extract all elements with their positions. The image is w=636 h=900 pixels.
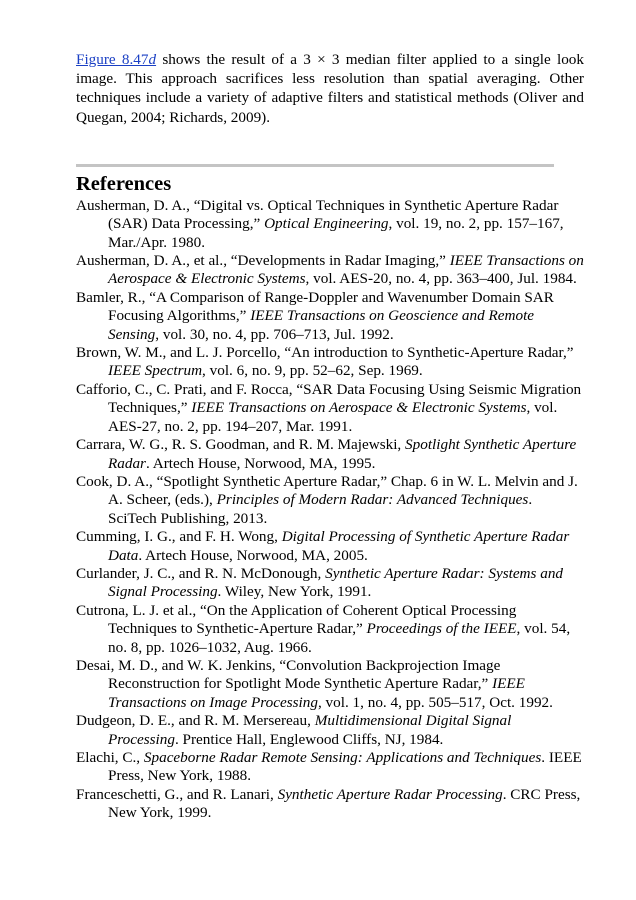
reference-source: IEEE Transactions on Aerospace & Electronic Systems	[108, 252, 584, 288]
reference-details: , vol. 1, no. 4, pp. 505–517, Oct. 1992.	[317, 693, 553, 711]
reference-source: Principles of Modern Radar: Advanced Techniques	[216, 491, 529, 509]
reference-details: , vol. 19, no. 2, pp. 157–167, Mar./Apr. 1980.	[108, 215, 564, 251]
reference-details: . CRC Press, New York, 1999.	[108, 785, 581, 822]
reference-item	[76, 565, 584, 602]
reference-source: Synthetic Aperture Radar: Systems and Signal Processing	[108, 564, 564, 601]
section-divider	[76, 164, 554, 167]
reference-source: IEEE Transactions on Geoscience and Remote Sensing	[108, 307, 535, 343]
reference-item	[76, 749, 584, 786]
reference-item	[76, 473, 584, 528]
reference-item	[76, 657, 584, 712]
reference-item	[76, 344, 584, 381]
reference-details: , vol. 30, no. 4, pp. 706–713, Jul. 1992.	[155, 325, 394, 343]
reference-details: . Artech House, Norwood, MA, 1995.	[145, 454, 376, 472]
reference-authors-title: Dudgeon, D. E., and R. M. Mersereau,	[76, 712, 315, 730]
reference-item	[76, 289, 584, 344]
reference-details: , vol. AES-20, no. 4, pp. 363–400, Jul. 1984.	[305, 270, 577, 288]
reference-source: IEEE Spectrum	[108, 362, 203, 380]
reference-authors-title: Desai, M. D., and W. K. Jenkins, “Convolution Backprojection Image Reconstruction for Spotlight Mode Synthetic Aperture Radar,”	[76, 656, 501, 693]
reference-authors-title: Curlander, J. C., and R. N. McDonough,	[76, 564, 326, 582]
reference-authors-title: Bamler, R., “A Comparison of Range-Doppler and Wavenumber Domain SAR Focusing Algorithms,”	[76, 288, 554, 325]
reference-item	[76, 436, 584, 473]
reference-item	[76, 381, 584, 436]
reference-details: . SciTech Publishing, 2013.	[108, 491, 533, 527]
reference-details: , vol. 54, no. 8, pp. 1026–1032, Aug. 1966.	[108, 620, 571, 656]
figure-link-suffix: d	[148, 51, 157, 68]
reference-source: Optical Engineering	[264, 215, 389, 233]
reference-source: Multidimensional Digital Signal Processing	[108, 712, 512, 748]
reference-item	[76, 786, 584, 823]
reference-authors-title: Cutrona, L. J. et al., “On the Application of Coherent Optical Processing Techniques to Synthetic-Aperture Radar,”	[76, 601, 517, 638]
reference-item	[76, 528, 584, 565]
reference-authors-title: Cook, D. A., “Spotlight Synthetic Aperture Radar,” Chap. 6 in W. L. Melvin and J. A. Scheer, (eds.),	[76, 472, 578, 509]
reference-details: . Artech House, Norwood, MA, 2005.	[138, 546, 368, 564]
reference-source: Spotlight Synthetic Aperture Radar	[108, 436, 577, 472]
reference-item	[76, 712, 584, 749]
reference-source: Digital Processing of Synthetic Aperture Radar Data	[108, 528, 570, 564]
reference-authors-title: Cumming, I. G., and F. H. Wong,	[76, 528, 282, 546]
reference-authors-title: Cafforio, C., C. Prati, and F. Rocca, “SAR Data Focusing Using Seismic Migration Techniques,”	[76, 380, 582, 417]
reference-authors-title: Carrara, W. G., R. S. Goodman, and R. M. Majewski,	[76, 436, 406, 454]
intro-paragraph	[76, 50, 584, 127]
reference-source: IEEE Transactions on Image Processing	[108, 675, 525, 711]
reference-details: . Wiley, New York, 1991.	[217, 583, 372, 601]
reference-item	[76, 252, 584, 289]
figure-link-text: Figure 8.47	[76, 51, 149, 68]
intro-body-text: shows the result of a 3 × 3 median filter applied to a single look image. This approach sacrifices less resolution than spatial averaging. Other techniques include a variety of adaptive filters and statistical methods (Oliver and Quegan, 2004; Richards, 2009).	[76, 51, 584, 126]
reference-authors-title: Brown, W. M., and L. J. Porcello, “An introduction to Synthetic-Aperture Radar,”	[76, 344, 574, 362]
reference-authors-title: Ausherman, D. A., “Digital vs. Optical Techniques in Synthetic Aperture Radar (SAR) Data Processing,”	[76, 196, 559, 233]
reference-source: Proceedings of the IEEE	[366, 620, 517, 638]
document-page	[76, 50, 584, 823]
reference-source: Synthetic Aperture Radar Processing	[277, 785, 503, 803]
reference-source: IEEE Transactions on Aerospace & Electronic Systems	[191, 399, 527, 417]
references-heading: References	[76, 172, 172, 195]
reference-item	[76, 602, 584, 657]
reference-list	[76, 197, 584, 823]
reference-details: . Prentice Hall, Englewood Cliffs, NJ, 1984.	[174, 730, 444, 748]
reference-source: Spaceborne Radar Remote Sensing: Applications and Techniques	[143, 749, 542, 766]
reference-details: , vol. 6, no. 9, pp. 52–62, Sep. 1969.	[202, 362, 423, 380]
reference-details: , vol. AES-27, no. 2, pp. 194–207, Mar. 1991.	[108, 399, 558, 435]
reference-authors-title: Ausherman, D. A., et al., “Developments in Radar Imaging,”	[76, 252, 450, 270]
reference-authors-title: Elachi, C.,	[76, 749, 144, 766]
reference-item	[76, 197, 584, 252]
reference-authors-title: Franceschetti, G., and R. Lanari,	[76, 785, 278, 803]
figure-link[interactable]	[76, 51, 156, 68]
reference-details: . IEEE Press, New York, 1988.	[108, 749, 582, 785]
